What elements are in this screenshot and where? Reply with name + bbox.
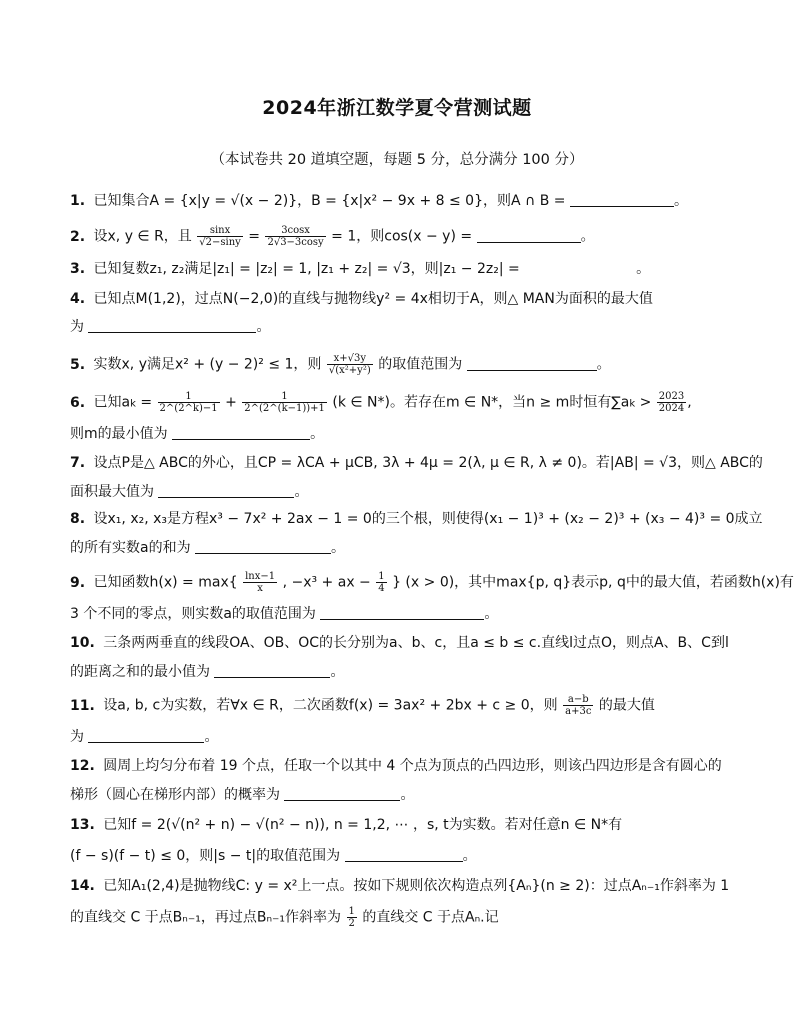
answer-blank[interactable]	[195, 539, 331, 554]
answer-blank[interactable]	[158, 483, 294, 498]
fraction	[347, 906, 357, 929]
question-number: 3.	[70, 261, 86, 277]
fraction-numerator: 2023	[658, 391, 685, 402]
question-7-cont	[70, 482, 730, 502]
fraction-numerator: lnx−1	[245, 571, 276, 582]
question-number: 2.	[70, 228, 86, 245]
fraction	[657, 391, 686, 414]
answer-blank[interactable]	[320, 605, 484, 620]
question-end: 。	[636, 261, 651, 277]
fraction-numerator: a−b	[563, 694, 593, 706]
question-end: 。	[294, 484, 309, 500]
question-8-cont	[70, 538, 730, 558]
question-2	[70, 225, 730, 248]
question-14-cont	[70, 906, 730, 929]
question-end: 。	[580, 228, 595, 245]
fraction-denominator: 2	[348, 918, 355, 929]
fraction-denominator: 2024	[658, 403, 685, 414]
question-text: 的最大值	[598, 697, 655, 714]
question-number: 13.	[70, 817, 95, 833]
subscript-k: k	[629, 398, 636, 410]
question-6: 6. 已知ak = $\frac{1}{2\^{}(2\^{}k)-1}$ + $\frac{1}{2\^{}(2\^{}(k-1))+1}$ (k ∈ N*)。若存在m ∈ N*，当n ≥ m时恒有∑ak > $\frac{2023}{2024}$ ,	[70, 391, 692, 414]
question-4	[70, 289, 730, 309]
fraction-numerator: sinx	[197, 225, 243, 237]
question-text: 面积最大值为	[70, 484, 154, 500]
question-12	[70, 756, 730, 776]
question-end: 。	[596, 356, 611, 373]
question-text: 实数x, y满足x² + (y − 2)² ≤ 1，则	[93, 356, 322, 373]
answer-blank[interactable]	[477, 228, 581, 243]
question-text: 已知A₁(2,4)是抛物线C: y = x²上一点。按如下规则依次构造点列{Aₙ}(n ≥ 2)：过点Aₙ₋₁作斜率为 1	[103, 878, 730, 894]
question-10-cont	[70, 662, 730, 682]
subscript-k: k	[130, 398, 136, 410]
question-8	[70, 509, 763, 529]
question-text: 设x, y ∈ R，且	[93, 228, 192, 245]
fraction-denominator: x	[257, 583, 263, 594]
question-9-cont	[70, 604, 730, 624]
question-text: 的距离之和的最小值为	[70, 664, 210, 680]
fraction	[242, 391, 327, 414]
question-text: 已知集合A = {x|y = √(x − 2)}，B = {x|x² − 9x + 8 ≤ 0}，则A ∩ B =	[93, 193, 566, 209]
question-end: 。	[256, 319, 271, 335]
fraction-denominator: 2√3−3cosy	[267, 237, 324, 248]
question-text: 已知复数z₁, z₂满足|z₁| = |z₂| = 1, |z₁ + z₂| = √3，则|z₁ − 2z₂| =	[93, 261, 520, 277]
question-text: 设a, b, c为实数，若∀x ∈ R，二次函数f(x) = 3ax² + 2bx + c ≥ 0，则	[103, 697, 558, 714]
question-3	[70, 259, 730, 279]
answer-blank[interactable]	[172, 425, 310, 440]
question-end: 。	[462, 848, 477, 864]
question-text: 的所有实数a的和为	[70, 540, 191, 556]
fraction-denominator: a+3c	[565, 706, 592, 717]
question-text: 已知a	[93, 394, 131, 411]
question-13-cont	[70, 846, 730, 866]
question-text: 已知f = 2(√(n² + n) − √(n² − n)), n = 1,2, ⋯ ，s, t为实数。若对任意n ∈ N*有	[103, 817, 623, 833]
answer-blank[interactable]	[345, 847, 463, 862]
page-title: 2024年浙江数学夏令营测试题	[262, 97, 532, 119]
question-text: 为	[70, 729, 84, 745]
fraction	[197, 225, 243, 248]
question-number: 4.	[70, 291, 86, 307]
question-end: 。	[400, 787, 415, 803]
page-subtitle: （本试卷共 20 道填空题，每题 5 分，总分满分 100 分）	[210, 152, 584, 168]
question-11-cont	[70, 727, 730, 747]
plus-sign: +	[225, 394, 237, 411]
answer-blank[interactable]	[467, 356, 597, 371]
question-12-cont	[70, 785, 730, 805]
fraction-numerator: x+√3y	[327, 353, 373, 365]
question-end: 。	[484, 606, 499, 622]
fraction-numerator: 3cosx	[265, 225, 325, 237]
question-text: 为	[70, 319, 84, 335]
question-text: 已知函数h(x) = max{	[93, 574, 238, 591]
fraction-denominator: √(x²+y²)	[328, 365, 371, 376]
question-end: 。	[310, 426, 325, 442]
fraction	[327, 353, 373, 376]
fraction	[243, 571, 277, 594]
fraction-denominator: 2^(2^k)−1	[159, 403, 218, 414]
question-number: 14.	[70, 878, 95, 894]
question-text: = 1，则cos(x − y) =	[331, 228, 473, 245]
question-7	[70, 453, 763, 473]
answer-blank[interactable]	[88, 728, 204, 743]
question-number: 1.	[70, 193, 86, 209]
question-5	[70, 353, 730, 376]
answer-blank[interactable]	[214, 663, 330, 678]
fraction-denominator: √2−siny	[199, 237, 241, 248]
fraction	[158, 391, 220, 414]
question-6-cont	[70, 424, 730, 444]
answer-blank[interactable]	[570, 192, 674, 207]
question-end: 。	[204, 729, 219, 745]
question-text: 设点P是△ ABC的外心，且CP = λCA + μCB, 3λ + 4μ = 2(λ, μ ∈ R, λ ≠ 0)。若|AB| = √3，则△ ABC的	[93, 455, 763, 471]
question-9	[70, 571, 794, 594]
question-number: 10.	[70, 635, 95, 651]
question-end: 。	[330, 664, 345, 680]
fraction-numerator: 1	[242, 391, 327, 403]
question-number: 6.	[70, 394, 86, 411]
fraction-numerator: 1	[158, 391, 220, 403]
question-end: 。	[331, 540, 346, 556]
question-number: 9.	[70, 574, 86, 591]
question-text: (f − s)(f − t) ≤ 0，则|s − t|的取值范围为	[70, 848, 341, 864]
question-11	[70, 694, 730, 717]
question-14	[70, 876, 730, 896]
question-number: 5.	[70, 356, 86, 373]
question-10	[70, 633, 730, 653]
fraction	[376, 571, 386, 594]
answer-blank[interactable]	[284, 786, 400, 801]
question-13	[70, 815, 730, 835]
fraction-numerator: 1	[378, 571, 385, 582]
question-number: 11.	[70, 697, 95, 714]
question-number: 7.	[70, 455, 86, 471]
question-text: 则m的最小值为	[70, 426, 168, 442]
question-text: 的取值范围为	[378, 356, 463, 373]
question-number: 12.	[70, 758, 95, 774]
question-end: 。	[673, 193, 688, 209]
question-text: 设x₁, x₂, x₃是方程x³ − 7x² + 2ax − 1 = 0的三个根，则使得(x₁ − 1)³ + (x₂ − 2)³ + (x₃ − 4)³ = 0成立	[93, 511, 763, 527]
question-text: } (x > 0)，其中max{p, q}表示p, q中的最大值，若函数h(x)有	[392, 574, 794, 591]
answer-blank[interactable]	[88, 318, 256, 333]
question-text: 梯形（圆心在梯形内部）的概率为	[70, 787, 280, 803]
equals-sign: =	[248, 228, 260, 245]
fraction	[265, 225, 325, 248]
question-text: 已知点M(1,2)，过点N(−2,0)的直线与抛物线y² = 4x相切于A，则△ MAN为面积的最大值	[93, 291, 653, 307]
question-text: 的直线交 C 于点Bₙ₋₁，再过点Bₙ₋₁作斜率为	[70, 909, 342, 926]
question-text: (k ∈ N*)。若存在m ∈ N*，当n ≥ m时恒有∑a	[332, 394, 630, 411]
fraction-denominator: 2^(2^(k−1))+1	[244, 403, 325, 414]
question-text: 三条两两垂直的线段OA、OB、OC的长分别为a、b、c，且a ≤ b ≤ c.直线l过点O，则点A、B、C到l	[103, 635, 729, 651]
question-text: 圆周上均匀分布着 19 个点，任取一个以其中 4 个点为顶点的凸四边形，则该凸四边形是含有圆心的	[103, 758, 722, 774]
question-text: , −x³ + ax −	[282, 574, 371, 591]
fraction-numerator: 1	[348, 906, 355, 917]
question-1	[70, 191, 730, 211]
fraction-denominator: 4	[378, 583, 385, 594]
question-text: 3 个不同的零点，则实数a的取值范围为	[70, 606, 316, 622]
question-text: 的直线交 C 于点Aₙ.记	[362, 909, 499, 926]
question-number: 8.	[70, 511, 86, 527]
question-4-cont	[70, 317, 730, 337]
fraction	[563, 694, 593, 717]
